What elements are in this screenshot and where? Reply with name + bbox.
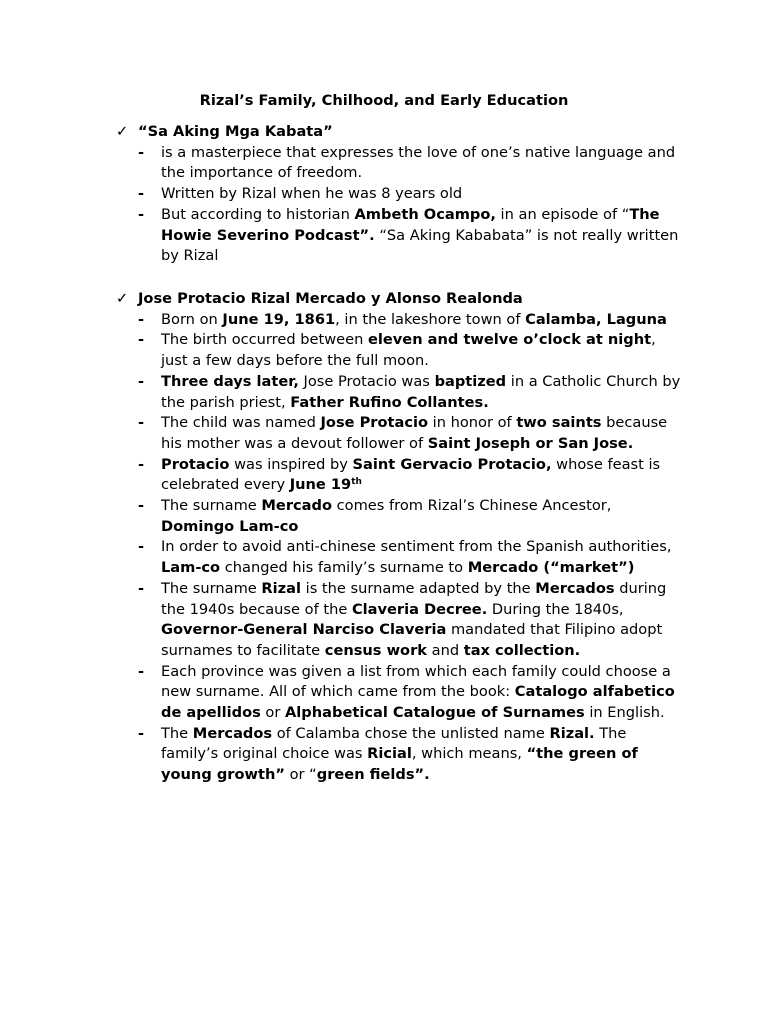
bold-text: Domingo Lam-co [161,517,299,535]
dash-bullet-icon: - [138,143,145,161]
dash-bullet-icon: - [138,579,145,597]
text-run: , just a few days before the full moon. [161,331,656,370]
dash-bullet-icon: - [138,497,145,515]
bold-text: Mercados [535,579,615,597]
text-run: changed his family’s surname to [220,559,468,577]
list-item [116,662,686,724]
text-run: Written by Rizal when he was 8 years old [161,185,463,203]
list-item [116,143,686,184]
bold-text: Father Rufino Collantes. [290,393,489,411]
text-run: But according to historian [161,205,355,223]
section-heading-text: Jose Protacio Rizal Mercado y Alonso Realonda [138,290,523,307]
text-run: The birth occurred between [161,331,368,349]
dash-bullet-icon: - [138,662,145,680]
text-run: The child was named [161,414,321,432]
bold-text: Claveria Decree. [351,600,488,618]
bold-text: census work [324,641,427,659]
text-run: and [427,641,464,659]
bold-text: Saint Joseph or San Jose. [427,434,634,452]
bold-text: two saints [516,414,602,432]
bullet-list [116,310,686,786]
bold-text: Mercado (“market”) [467,559,635,577]
text-run: in honor of [428,414,517,432]
text-run: in an episode of “ [495,205,630,223]
section-heading [116,122,686,143]
bold-text: June 19, 1861 [222,310,336,328]
bold-text: Mercados [192,724,273,742]
dash-bullet-icon: - [138,724,145,742]
text-run: , which means, [411,745,527,763]
list-item [116,330,686,371]
checkmark-icon: ✓ [116,123,129,140]
text-run: is the surname adapted by the [301,579,536,597]
bold-text: Saint Gervacio Protacio, [352,455,552,473]
text-run: The family’s original choice was [161,724,627,763]
bold-text: baptized [434,372,507,390]
bold-text: Governor-General Narciso Claveria [161,621,447,639]
text-run: The surname [161,579,262,597]
text-run: or “ [284,766,317,784]
dash-bullet-icon: - [138,455,145,473]
section-jose-protacio-rizal [116,289,686,786]
checkmark-icon: ✓ [116,290,129,307]
text-run: or [260,704,286,722]
dash-bullet-icon: - [138,331,145,349]
bold-text: Calamba, Laguna [525,310,667,328]
text-run: in English. [584,704,665,722]
bold-text: Protacio [161,455,230,473]
list-item [116,372,686,413]
dash-bullet-icon: - [138,205,145,223]
list-item [116,184,686,205]
dash-bullet-icon: - [138,372,145,390]
dash-bullet-icon: - [138,185,145,203]
bold-text: Lam-co [161,559,221,577]
text-run: During the 1840s, [487,600,624,618]
bold-text: Three days later, [161,372,299,390]
list-item [116,413,686,454]
text-run: In order to avoid anti-chinese sentiment from the Spanish authorities, [161,538,672,556]
superscript-text: th [351,477,362,488]
text-run: Jose Protacio was [298,372,435,390]
document-title: Rizal’s Family, Chilhood, and Early Education [199,92,569,109]
section-heading [116,289,686,310]
text-run: was inspired by [229,455,353,473]
text-run: during the 1940s because of the [161,579,667,618]
text-run: “Sa Aking Kababata” is not really written by Rizal [161,226,679,265]
bold-text: eleven and twelve o’clock at night [368,331,652,349]
bold-text: Jose Protacio [320,414,429,432]
text-run: The surname [161,497,262,515]
bold-text: Alphabetical Catalogue of Surnames [285,704,585,722]
bold-text: tax collection. [463,641,581,659]
text-run: , in the lakeshore town of [335,310,526,328]
bold-text: green fields”. [316,766,430,784]
text-run: because his mother was a devout follower of [161,414,668,452]
text-run: The [161,724,193,742]
bold-text: Rizal [261,579,301,597]
bold-text: Rizal. [549,724,595,742]
list-item [116,455,686,496]
list-item [116,537,686,578]
text-run: Born on [161,310,223,328]
dash-bullet-icon: - [138,538,145,556]
dash-bullet-icon: - [138,414,145,432]
bold-text: Catalogo alfabetico de apellidos [161,683,675,722]
text-run: is a masterpiece that expresses the love of one’s native language and the importance of freedom. [161,143,676,182]
bold-text: Ambeth Ocampo, [354,205,496,223]
section-sa-aking-mga-kabata [116,122,686,267]
dash-bullet-icon: - [138,310,145,328]
list-item [116,724,686,786]
bold-text: The Howie Severino Podcast”. [161,205,660,244]
text-run: comes from Rizal’s Chinese Ancestor, [332,497,612,515]
bold-text: “the green of young growth” [161,745,638,784]
text-run: in a Catholic Church by the parish priest, [161,372,681,411]
bold-text: Mercado [261,497,332,515]
text-run: whose feast is celebrated every [161,455,661,494]
text-run: Each province was given a list from which each family could choose a new surname. All of which came from the book: [161,662,671,701]
list-item [116,579,686,662]
bold-text: Ricial [367,745,412,763]
bold-text: June 19 [289,476,352,494]
text-run: of Calamba chose the unlisted name [272,724,550,742]
bullet-list [116,143,686,267]
list-item [116,496,686,537]
list-item [116,310,686,331]
list-item [116,205,686,267]
text-run: mandated that Filipino adopt surnames to facilitate [161,621,663,659]
section-heading-text: “Sa Aking Mga Kabata” [138,123,333,140]
